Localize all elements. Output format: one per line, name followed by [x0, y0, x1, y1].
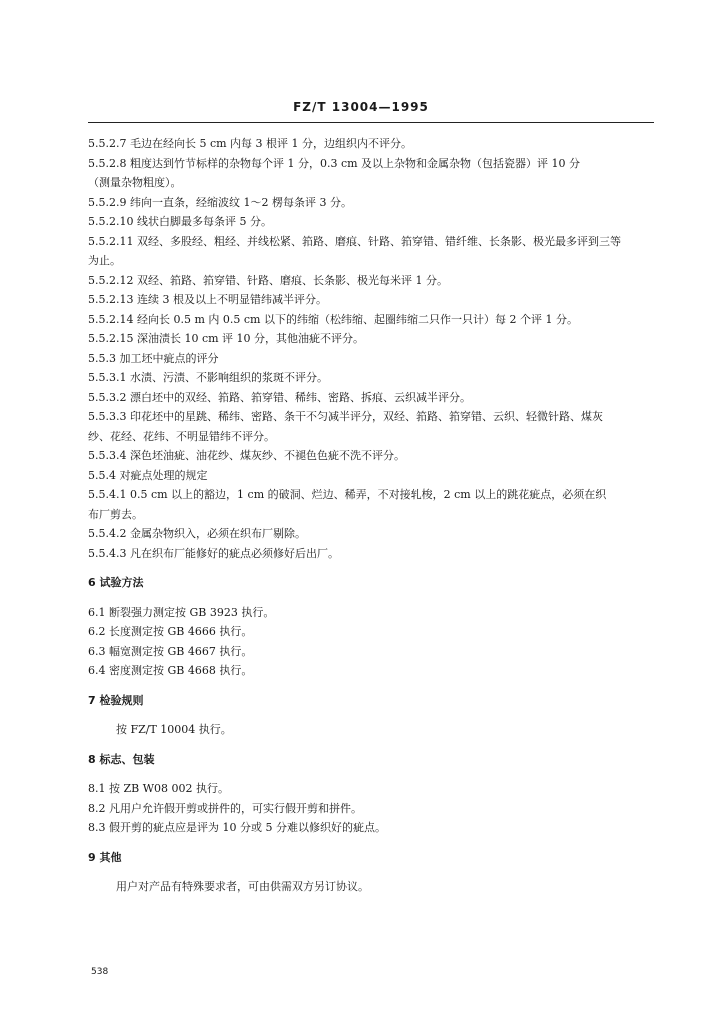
text-line: 5.5.3.1 水渍、污渍、不影响组织的浆斑不评分。: [88, 371, 328, 384]
section-8-item: 8.1 按 ZB W08 002 执行。: [88, 782, 230, 795]
text-line: 5.5.2.9 纬向一直条，经缩波纹 1～2 楞每条评 3 分。: [88, 195, 352, 209]
text-line: 纱、花经、花纬、不明显错纬不评分。: [88, 429, 275, 443]
section-6-title: 6 试验方法: [88, 576, 144, 589]
section-8-item: 8.2 凡用户允许假开剪或拼件的，可实行假开剪和拼件。: [88, 801, 362, 815]
section-6-item: 6.1 断裂强力测定按 GB 3923 执行。: [88, 605, 275, 619]
text-line: （测量杂物粗度）。: [88, 176, 182, 189]
page-header: FZ/T 13004—1995: [293, 100, 429, 114]
text-line: 为止。: [88, 254, 121, 267]
section-6-item: 6.2 长度测定按 GB 4666 执行。: [88, 625, 253, 638]
section-6-item: 6.4 密度测定按 GB 4668 执行。: [88, 664, 253, 677]
text-line: 布厂剪去。: [88, 507, 143, 521]
text-line: 5.5.4.2 金属杂物织入，必须在织布厂剔除。: [88, 527, 306, 540]
header-rule: [88, 122, 654, 123]
page-number: 538: [91, 967, 109, 977]
text-line: 5.5.2.14 经向长 0.5 m 内 0.5 cm 以下的纬缩（松纬缩、起圈纬缩二只作一只计）每 2 个评 1 分。: [88, 312, 578, 326]
text-line: 5.5.2.11 双经、多股经、粗经、并线松紧、筘路、磨痕、针路、筘穿错、错纤维、长条影、极光最多评到三等: [88, 234, 621, 248]
text-line: 5.5.2.7 毛边在经向长 5 cm 内每 3 根评 1 分，边组织内不评分。: [88, 137, 413, 150]
text-line: 5.5.3 加工坯中疵点的评分: [88, 351, 219, 365]
text-line: 5.5.2.8 粗度达到竹节标样的杂物每个评 1 分，0.3 cm 及以上杂物和金属杂物（包括瓷器）评 10 分: [88, 156, 581, 170]
text-line: 5.5.2.15 深油渍长 10 cm 评 10 分，其他油疵不评分。: [88, 332, 365, 345]
text-line: 5.5.4.1 0.5 cm 以上的豁边，1 cm 的破洞、烂边、稀弄，不对接轧梭，2 cm 以上的跳花疵点，必须在织: [88, 488, 607, 501]
section-7-title: 7 检验规则: [88, 693, 144, 707]
section-6-item: 6.3 幅宽测定按 GB 4667 执行。: [88, 644, 253, 658]
section-8-item: 8.3 假开剪的疵点应是评为 10 分或 5 分难以修织好的疵点。: [88, 821, 386, 834]
text-line: 5.5.3.4 深色坯油疵、油花纱、煤灰纱、不褪色色疵不洗不评分。: [88, 449, 405, 462]
text-line: 5.5.3.3 印花坯中的星跳、稀纬、密路、条干不匀减半评分，双经、筘路、筘穿错、云织、轻微针路、煤灰: [88, 410, 603, 423]
text-line: 5.5.4 对疵点处理的规定: [88, 468, 208, 482]
text-line: 5.5.4.3 凡在织布厂能修好的疵点必须修好后出厂。: [88, 546, 339, 560]
text-line: 5.5.2.12 双经、筘路、筘穿错、针路、磨痕、长条影、极光每米评 1 分。: [88, 273, 448, 287]
text-line: 5.5.2.10 线状白脚最多每条评 5 分。: [88, 215, 272, 228]
text-line: 5.5.2.13 连续 3 根及以上不明显错纬减半评分。: [88, 293, 327, 306]
text-line: 5.5.3.2 漂白坯中的双经、筘路、筘穿错、稀纬、密路、拆痕、云织减半评分。: [88, 390, 471, 404]
section-7-body: 按 FZ/T 10004 执行。: [116, 723, 232, 736]
document-body: [88, 134, 654, 897]
section-9-title: 9 其他: [88, 850, 122, 864]
section-8-title: 8 标志、包装: [88, 752, 155, 766]
section-9-body: 用户对产品有特殊要求者，可由供需双方另订协议。: [116, 880, 369, 893]
